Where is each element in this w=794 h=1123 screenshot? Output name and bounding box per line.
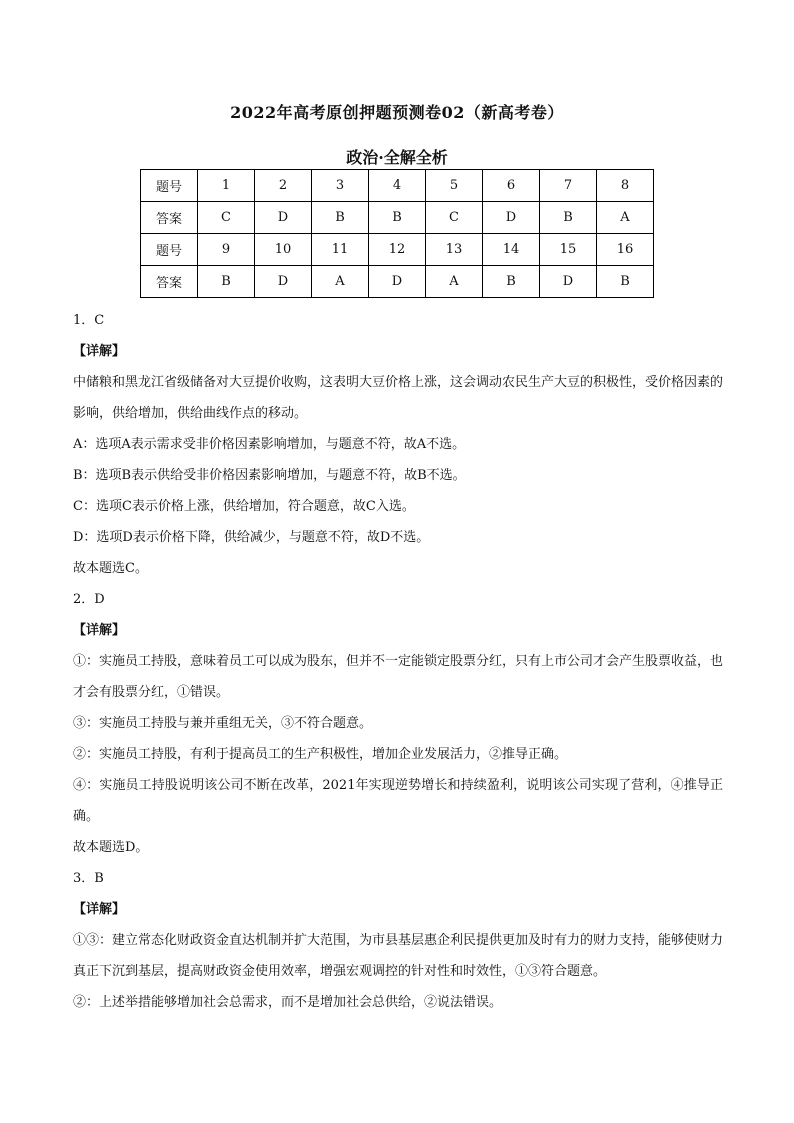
table-header-cell: 答案: [141, 266, 198, 298]
table-cell: B: [597, 266, 654, 298]
page-title: 2022年高考原创押题预测卷02（新高考卷）: [230, 103, 564, 122]
table-cell: D: [255, 266, 312, 298]
paragraph: A：选项A表示需求受非价格因素影响增加，与题意不符，故A不选。: [73, 437, 466, 452]
paragraph: B：选项B表示供给受非价格因素影响增加，与题意不符，故B不选。: [73, 468, 466, 483]
paragraph: 中储粮和黑龙江省级储备对大豆提价收购，这表明大豆价格上涨，这会调动农民生产大豆的积极性，受价格因素的影响，供给增加，供给曲线作点的移动。: [73, 375, 724, 421]
table-cell: 7: [540, 170, 597, 202]
table-cell: A: [426, 266, 483, 298]
table-cell: 1: [198, 170, 255, 202]
table-header-cell: 答案: [141, 202, 198, 234]
table-cell: 2: [255, 170, 312, 202]
table-cell: 15: [540, 234, 597, 266]
detail-label: 【详解】: [73, 344, 126, 359]
table-cell: 16: [597, 234, 654, 266]
table-cell: 8: [597, 170, 654, 202]
table-row: [141, 234, 654, 266]
question-3: [73, 863, 723, 1018]
conclusion: 故本题选D。: [73, 840, 149, 855]
table-row: [141, 202, 654, 234]
paragraph: ①：实施员工持股，意味着员工可以成为股东，但并不一定能锁定股票分红，只有上市公司才会产生股票收益，也才会有股票分红，①错误。: [73, 654, 724, 700]
paragraph: ①③：建立常态化财政资金直达机制并扩大范围，为市县基层惠企利民提供更加及时有力的财力支持，能够使财力真正下沉到基层，提高财政资金使用效率，增强宏观调控的针对性和时效性，①③符合题意。: [73, 933, 724, 979]
table-cell: C: [198, 202, 255, 234]
paragraph: ③：实施员工持股与兼并重组无关，③不符合题意。: [73, 716, 373, 731]
table-cell: D: [255, 202, 312, 234]
table-cell: D: [369, 266, 426, 298]
paragraph: D：选项D表示价格下降，供给减少，与题意不符，故D不选。: [73, 530, 430, 545]
table-cell: B: [312, 202, 369, 234]
table-cell: 11: [312, 234, 369, 266]
table-cell: 12: [369, 234, 426, 266]
table-cell: 6: [483, 170, 540, 202]
question-heading: 3．B: [73, 871, 104, 886]
table-cell: D: [540, 266, 597, 298]
table-cell: 9: [198, 234, 255, 266]
table-cell: D: [483, 202, 540, 234]
page-subtitle: 政治·全解全析: [346, 148, 448, 167]
answer-table: [140, 169, 654, 298]
table-cell: C: [426, 202, 483, 234]
table-cell: B: [540, 202, 597, 234]
table-cell: 3: [312, 170, 369, 202]
table-cell: B: [483, 266, 540, 298]
paragraph: ②：实施员工持股，有利于提高员工的生产积极性，增加企业发展活力，②推导正确。: [73, 747, 568, 762]
paragraph: ②：上述举措能够增加社会总需求，而不是增加社会总供给，②说法错误。: [73, 995, 503, 1010]
table-cell: A: [312, 266, 369, 298]
table-cell: 10: [255, 234, 312, 266]
table-row: [141, 266, 654, 298]
question-heading: 1．C: [73, 313, 105, 328]
detail-label: 【详解】: [73, 902, 126, 917]
explanations: [73, 305, 723, 1018]
table-header-cell: 题号: [141, 170, 198, 202]
table-cell: 5: [426, 170, 483, 202]
table-cell: 13: [426, 234, 483, 266]
table-header-cell: 题号: [141, 234, 198, 266]
table-cell: A: [597, 202, 654, 234]
table-cell: B: [198, 266, 255, 298]
table-cell: B: [369, 202, 426, 234]
question-heading: 2．D: [73, 592, 105, 607]
question-2: [73, 584, 723, 863]
question-1: [73, 305, 723, 584]
detail-label: 【详解】: [73, 623, 126, 638]
paragraph: C：选项C表示价格上涨，供给增加，符合题意，故C入选。: [73, 499, 415, 514]
table-cell: 4: [369, 170, 426, 202]
conclusion: 故本题选C。: [73, 561, 148, 576]
paragraph: ④：实施员工持股说明该公司不断在改革，2021年实现逆势增长和持续盈利，说明该公司实现了营利，④推导正确。: [73, 778, 723, 824]
table-row: [141, 170, 654, 202]
table-cell: 14: [483, 234, 540, 266]
